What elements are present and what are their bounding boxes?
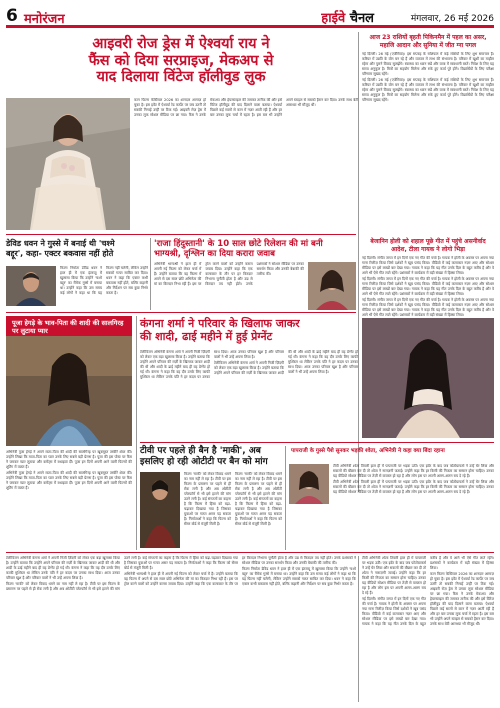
david-dhawan-photo-illustration [6,266,56,306]
sidebar-body2-text: नई दिल्ली। संगीत जगत में इन दिनों एक नए गीत की चर्चा है। गायक ने होली के अवसर पर अपना नया गाना रिलीज़ किया जिसे दर्शकों ने खूब पसंद किया। वीडियो में कई कलाकार नज़र आए और सोशल मीडिया पर इसे लाखों बार देखा गया। गायक ने कहा कि यह गीत उनके दिल के बहुत करीब है और वे आगे भी ऐसे गीत लाते रहेंगे। प्रशंसकों ने कार्यक्रम में बड़ी संख्या में हिस्सा लिया। [362,256,494,275]
sidebar-headline: आज 23 राशियों बृहती पिकिनमैन में पहल का असर, महाजि आदान और सुनिया में जीत ग्ना पगल [369,34,487,49]
newspaper-brand [321,8,374,26]
story6-divider [285,446,286,550]
story3-body [154,262,304,310]
story4-body [6,450,132,550]
story2-headline-line2: बद्दूर', कहा- एक्टर बकवास नहीं होते [6,248,114,258]
story7-body [333,464,494,550]
lead-headline-line3: याद दिलाया विंटेज हॉलीवुड लुक [96,69,266,86]
story4-body-text-repeat: अभिनेत्री पूजा हेगड़े ने अपने माता-पिता की शादी की सालगिरह पर खूबसूरत तस्वीरें शेयर कीं। उन्होंने लिखा कि माता-पिता का प्यार उनके लिए सबसे बड़ी प्रेरणा है। पूजा की इस पोस्ट पर फैंस ने जमकर प्यार लुटाया और कमेंट्स में बधाइयां दीं। पूजा इन दिनों अपनी आने वाली फिल्मों की शूटिंग में व्यस्त हैं। [6,471,132,490]
story3-body-text: अभिनेत्री भाग्यश्री ने हाल ही में अपनी नई फिल्म को लेकर चर्चा में हैं। उन्होंने बताया कि वह फिल्म में अपने से दस साल छोटे अभिनेता की मां का किरदार निभा रही हैं। इस पर ट्रोल करने वालों को उन्होंने करारा जवाब दिया। उन्होंने कहा कि एक कलाकार के तौर पर हर किरदार निभाना चुनौती होता है और उम्र से किरदार तय नहीं होते। उनके प्रशंसकों ने सोशल मीडिया पर उनका समर्थन किया और उनकी बेबाकी की तारीफ की। [154,262,304,286]
issue-date: मंगलवार, 26 मई 2026 [410,14,494,24]
brand-suffix: चैनल [345,11,374,26]
lead-body [134,98,358,230]
story6-body [184,472,282,548]
lead-body-text: कान फिल्म फेस्टिवल 2026 का शानदार आगाज़ हो चुका है। इस इवेंट में ऐश्वर्या रेड कार्पेट पर जब उतरीं तो सबकी निगाहें उन्हीं पर टिक गईं। आइवरी रोज़ ड्रेस में उनका लुक सोशल मीडिया पर छा गया। फैंस ने उनके मेकअप और हेयरस्टाइल की जमकर तारीफ की और इसे विंटेज हॉलीवुड की याद दिलाने वाला बताया। ऐश्वर्या पिछले कई सालों से कान में नज़र आती रही हैं और हर बार उनका लुक चर्चा में रहता है। इस बार भी उन्होंने अपने स्टाइल से सबको हैरान कर दिया। उनके साथ बेटी आराध्या भी मौजूद थीं। [134,98,358,117]
sidebar-divider [358,32,359,492]
story3-photo [308,262,356,310]
sidebar-body-text-repeat: नई दिल्ली। 26 मई (एजेंसियां)। इस सप्ताह के राशिफल में कई राशियों के लिए शुभ समाचार हैं। करियर में उन्नति के योग बन रहे हैं और व्यापार में लाभ की संभावना है। परिवार में खुशी का माहौल रहेगा और पुराने विवाद सुलझेंगे। स्वास्थ्य का ध्यान रखें और यात्रा में सावधानी बरतें। निवेश के लिए यह समय अनुकूल है। मित्रों का सहयोग मिलेगा और रुके हुए कार्य पूरे होंगे। विद्यार्थियों के लिए परीक्षा परिणाम सुखद रहेंगे। [362,78,494,102]
rule-mid [6,312,356,313]
story2-body-text: फिल्म निर्माता डेविड धवन ने हाल ही में एक इंटरव्यू में खुलासा किया कि उन्होंने 'चश्मे बद्दूर' का रीमेक गुस्से में बनाया था। उन्होंने कहा कि उस समय कई लोगों ने कहा था कि यह फिल्म नहीं चलेगी, लेकिन उन्होंने सबको गलत साबित कर दिया। धवन ने कहा कि एक्टर कभी बकवास नहीं होते, बल्कि कहानी और निर्देशन पर सब कुछ निर्भर करता है। [60,266,148,295]
aishwarya-photo-illustration [6,98,130,230]
continuation-body-right [362,556,494,702]
sidebar-headline-2: बेजानिन होली को शहाल पूछे गीत में पहुंचे असनीर्वाद आदेश, टीला गायक ने लोगो भिड़ा [370,238,486,253]
story6-body-text: फिल्म 'माकी' को लेकर विवाद थमने का नाम नहीं ले रहा है। टीवी पर इस फिल्म के प्रसारण पर पहले से ही रोक लगी है और अब ओटीटी प्लेटफॉर्म से भी इसे हटाने की मांग उठने लगी है। कई संगठनों का कहना है कि फिल्म में हिंसा को बढ़ा-चढ़ाकर दिखाया गया है जिसका युवाओं पर गलत असर पड़ सकता है। निर्माताओं ने कहा कि फिल्म को सेंसर बोर्ड से मंजूरी मिली है। [184,472,231,526]
continuation-left-text-2: फिल्म 'माकी' को लेकर विवाद थमने का नाम नहीं ले रहा है। टीवी पर इस फिल्म के प्रसारण पर पहले से ही रोक लगी है और अब ओटीटी प्लेटफॉर्म से भी इसे हटाने की मांग उठने लगी है। कई संगठनों का कहना है कि फिल्म में हिंसा को बढ़ा-चढ़ाकर दिखाया गया है जिसका युवाओं पर गलत असर पड़ सकता है। निर्माताओं ने कहा कि फिल्म को सेंसर बोर्ड से मंजूरी मिली है। [6,556,238,591]
bhagyashree-photo-illustration [308,262,356,310]
story3-headline [154,239,358,259]
rule-lead [6,234,356,235]
pooja-hegde-photo-illustration [6,336,132,446]
lead-headline [6,36,356,86]
kangna-sharma-photo-illustration [362,318,494,438]
maaki-film-photo-illustration [140,472,180,548]
continuation-right-text-1: टीवी अभिनेत्री श्वेता तिवारी हाल ही में पापराजी पर भड़क उठीं। एक इवेंट के बाद जब फोटोग्राफर्स ने उन्हें घेर लिया और सवालों की बौछार कर दी तो श्वेता ने नाराज़गी जताई। उन्होंने कहा कि हर किसी की निजता का सम्मान होना चाहिए। उनका यह वीडियो सोशल मीडिया पर तेज़ी से वायरल हो रहा है और लोग इस पर अपनी अलग-अलग राय दे रहे हैं। [362,556,426,595]
story3-headline-line1: 'राजा हिंदुस्तानी' के 10 साल छोटे रिलेशन की मां बनी [154,239,323,249]
brand-prefix: हाईवे [321,11,346,26]
section-title: मनोरंजन [24,12,65,27]
story6-headline-line2: इसलिए हो रही ओटीटी पर बैन को मांग [140,456,268,467]
story6-body-text-repeat: फिल्म 'माकी' को लेकर विवाद थमने का नाम नहीं ले रहा है। टीवी पर इस फिल्म के प्रसारण पर पहले से ही रोक लगी है और अब ओटीटी प्लेटफॉर्म से भी इसे हटाने की मांग उठने लगी है। कई संगठनों का कहना है कि फिल्म में हिंसा को बढ़ा-चढ़ाकर दिखाया गया है जिसका युवाओं पर गलत असर पड़ सकता है। निर्माताओं ने कहा कि फिल्म को सेंसर बोर्ड से मंजूरी मिली है। [235,472,282,526]
continuation-right-text-3: कान फिल्म फेस्टिवल 2026 का शानदार आगाज़ हो चुका है। इस इवेंट में ऐश्वर्या रेड कार्पेट पर जब उतरीं तो सबकी निगाहें उन्हीं पर टिक गईं। आइवरी रोज़ ड्रेस में उनका लुक सोशल मीडिया पर छा गया। फैंस ने उनके मेकअप और हेयरस्टाइल की जमकर तारीफ की और इसे विंटेज हॉलीवुड की याद दिलाने वाला बताया। ऐश्वर्या पिछले कई सालों से कान में नज़र आती रही हैं और हर बार उनका लुक चर्चा में रहता है। इस बार भी उन्होंने अपने स्टाइल से सबको हैरान कर दिया। उनके साथ बेटी आराध्या भी मौजूद थीं। [430,572,494,626]
story6-photo [140,472,180,548]
sidebar-body-text: नई दिल्ली। 26 मई (एजेंसियां)। इस सप्ताह के राशिफल में कई राशियों के लिए शुभ समाचार हैं। करियर में उन्नति के योग बन रहे हैं और व्यापार में लाभ की संभावना है। परिवार में खुशी का माहौल रहेगा और पुराने विवाद सुलझेंगे। स्वास्थ्य का ध्यान रखें और यात्रा में सावधानी बरतें। निवेश के लिए यह समय अनुकूल है। मित्रों का सहयोग मिलेगा और रुके हुए कार्य पूरे होंगे। विद्यार्थियों के लिए परीक्षा परिणाम सुखद रहेंगे। [362,52,494,76]
story4-divider [136,316,137,550]
story7-body-text-repeat: टीवी अभिनेत्री श्वेता तिवारी हाल ही में पापराजी पर भड़क उठीं। एक इवेंट के बाद जब फोटोग्राफर्स ने उन्हें घेर लिया और सवालों की बौछार कर दी तो श्वेता ने नाराज़गी जताई। उन्होंने कहा कि हर किसी की निजता का सम्मान होना चाहिए। उनका यह वीडियो सोशल मीडिया पर तेज़ी से वायरल हो रहा है और लोग इस पर अपनी अलग-अलग राय दे रहे हैं। [333,480,494,494]
story7-photo [289,464,329,504]
story2-headline-line1: डेविड धवन ने गुस्से में बनाई थी 'चश्मे [6,239,115,248]
story6-headline-line1: टीवी पर पहले ही बैन है 'माकी', अब [140,446,261,456]
story2-body [60,266,148,306]
story5-body [140,350,358,438]
story4-banner: पूजा हेगड़े के भाव-पिता की शादी की सालगिरह पर लुटाया प्यार [6,316,132,338]
sidebar-body2-text-repeat-2: नई दिल्ली। संगीत जगत में इन दिनों एक नए गीत की चर्चा है। गायक ने होली के अवसर पर अपना नया गाना रिलीज़ किया जिसे दर्शकों ने खूब पसंद किया। वीडियो में कई कलाकार नज़र आए और सोशल मीडिया पर इसे लाखों बार देखा गया। गायक ने कहा कि यह गीत उनके दिल के बहुत करीब है और वे आगे भी ऐसे गीत लाते रहेंगे। प्रशंसकों ने कार्यक्रम में बड़ी संख्या में हिस्सा लिया। [362,298,494,317]
lead-photo [6,98,130,230]
story5-body-text: टेलीविजन अभिनेत्री कंगना शर्मा ने अपनी निजी ज़िंदगी को लेकर एक बड़ा खुलासा किया है। उन्होंने बताया कि उन्होंने अपने परिवार की मर्ज़ी के खिलाफ जाकर शादी की थी और शादी के ढाई महीने बाद ही वह प्रेग्नेंट हो गई थीं। कंगना ने कहा कि वह दौर उनके लिए काफी मुश्किल था लेकिन उनके पति ने हर कदम पर उनका साथ दिया। आज उनका परिवार खुश है और परिवार वालों ने भी उन्हें अपना लिया है। [140,350,284,379]
continuation-body-left [6,556,356,702]
continuation-left-text-1: टेलीविजन अभिनेत्री कंगना शर्मा ने अपनी निजी ज़िंदगी को लेकर एक बड़ा खुलासा किया है। उन्होंने बताया कि उन्होंने अपने परिवार की मर्ज़ी के खिलाफ जाकर शादी की थी और शादी के ढाई महीने बाद ही वह प्रेग्नेंट हो गई थीं। कंगना ने कहा कि वह दौर उनके लिए काफी मुश्किल था लेकिन उनके पति ने हर कदम पर उनका साथ दिया। आज उनका परिवार खुश है और परिवार वालों ने भी उन्हें अपना लिया है। [6,556,120,580]
story5-headline-line1: कंगना शर्मा ने परिवार के खिलाफ जाकर [140,317,300,330]
sidebar-body [362,52,494,232]
story5-photo [362,318,494,438]
story4-body-text: अभिनेत्री पूजा हेगड़े ने अपने माता-पिता की शादी की सालगिरह पर खूबसूरत तस्वीरें शेयर कीं। उन्होंने लिखा कि माता-पिता का प्यार उनके लिए सबसे बड़ी प्रेरणा है। पूजा की इस पोस्ट पर फैंस ने जमकर प्यार लुटाया और कमेंट्स में बधाइयां दीं। पूजा इन दिनों अपनी आने वाली फिल्मों की शूटिंग में व्यस्त हैं। [6,450,132,469]
story2-photo [6,266,56,306]
story2-divider [150,238,151,310]
rule-bottom [6,552,494,553]
story5-headline-line2: की शादी, ढाई महीने में हुई प्रेग्नेंट [140,329,273,343]
story3-headline-line2: भाग्यश्री, दृश्लिन का दिया करारा जवाब [154,249,275,260]
story6-headline [140,446,280,468]
continuation-left-text-4: फिल्म निर्माता डेविड धवन ने हाल ही में एक इंटरव्यू में खुलासा किया कि उन्होंने 'चश्मे बद्दूर' का रीमेक गुस्से में बनाया था। उन्होंने कहा कि उस समय कई लोगों ने कहा था कि यह फिल्म नहीं चलेगी, लेकिन उन्होंने सबको गलत साबित कर दिया। धवन ने कहा कि एक्टर कभी बकवास नहीं होते, बल्कि कहानी और निर्देशन पर सब कुछ निर्भर करता है। [242,567,356,586]
story2-headline [6,239,146,258]
page-header [6,4,494,28]
lead-headline-line2: फैंस को दिया सरप्राइज, मेकअप से [88,52,274,69]
sidebar-body2-text-repeat: नई दिल्ली। संगीत जगत में इन दिनों एक नए गीत की चर्चा है। गायक ने होली के अवसर पर अपना नया गाना रिलीज़ किया जिसे दर्शकों ने खूब पसंद किया। वीडियो में कई कलाकार नज़र आए और सोशल मीडिया पर इसे लाखों बार देखा गया। गायक ने कहा कि यह गीत उनके दिल के बहुत करीब है और वे आगे भी ऐसे गीत लाते रहेंगे। प्रशंसकों ने कार्यक्रम में बड़ी संख्या में हिस्सा लिया। [362,277,494,296]
lead-headline-line1: आइवरी रोज ड्रेस में ऐश्वर्या राय ने [92,36,270,52]
continuation-left-text-3: अभिनेत्री भाग्यश्री ने हाल ही में अपनी नई फिल्म को लेकर चर्चा में हैं। उन्होंने बताया कि वह फिल्म में अपने से दस साल छोटे अभिनेता की मां का किरदार निभा रही हैं। इस पर ट्रोल करने वालों को उन्होंने करारा जवाब दिया। उन्होंने कहा कि एक कलाकार के तौर पर हर किरदार निभाना चुनौती होता है और उम्र से किरदार तय नहीं होते। उनके प्रशंसकों ने सोशल मीडिया पर उनका समर्थन किया और उनकी बेबाकी की तारीफ की। [124,556,356,586]
story7-body-text: टीवी अभिनेत्री श्वेता तिवारी हाल ही में पापराजी पर भड़क उठीं। एक इवेंट के बाद जब फोटोग्राफर्स ने उन्हें घेर लिया और सवालों की बौछार कर दी तो श्वेता ने नाराज़गी जताई। उन्होंने कहा कि हर किसी की निजता का सम्मान होना चाहिए। उनका यह वीडियो सोशल मीडिया पर तेज़ी से वायरल हो रहा है और लोग इस पर अपनी अलग-अलग राय दे रहे हैं। [333,464,494,478]
story5-headline [140,318,358,343]
shweta-photo-illustration [289,464,329,504]
story4-photo [6,336,132,446]
rule-lower [140,442,494,443]
story5-body-text-repeat: टेलीविजन अभिनेत्री कंगना शर्मा ने अपनी निजी ज़िंदगी को लेकर एक बड़ा खुलासा किया है। उन्होंने बताया कि उन्होंने अपने परिवार की मर्ज़ी के खिलाफ जाकर शादी की थी और शादी के ढाई महीने बाद ही वह प्रेग्नेंट हो गई थीं। कंगना ने कहा कि वह दौर उनके लिए काफी मुश्किल था लेकिन उनके पति ने हर कदम पर उनका साथ दिया। आज उनका परिवार खुश है और परिवार वालों ने भी उन्हें अपना लिया है। [214,350,358,375]
page-number: 6 [6,6,18,26]
continuation-divider [358,556,359,702]
continuation-right-text-2: नई दिल्ली। संगीत जगत में इन दिनों एक नए गीत की चर्चा है। गायक ने होली के अवसर पर अपना नया गाना रिलीज़ किया जिसे दर्शकों ने खूब पसंद किया। वीडियो में कई कलाकार नज़र आए और सोशल मीडिया पर इसे लाखों बार देखा गया। गायक ने कहा कि यह गीत उनके दिल के बहुत करीब है और वे आगे भी ऐसे गीत लाते रहेंगे। प्रशंसकों ने कार्यक्रम में बड़ी संख्या में हिस्सा लिया। [362,556,494,626]
story7-headline: पापराजी के गुस्से पैशे सुनकर भड़की श्वेता, अभिनेत्री ने कहा क्या बिंदा रहाना [291,448,445,454]
